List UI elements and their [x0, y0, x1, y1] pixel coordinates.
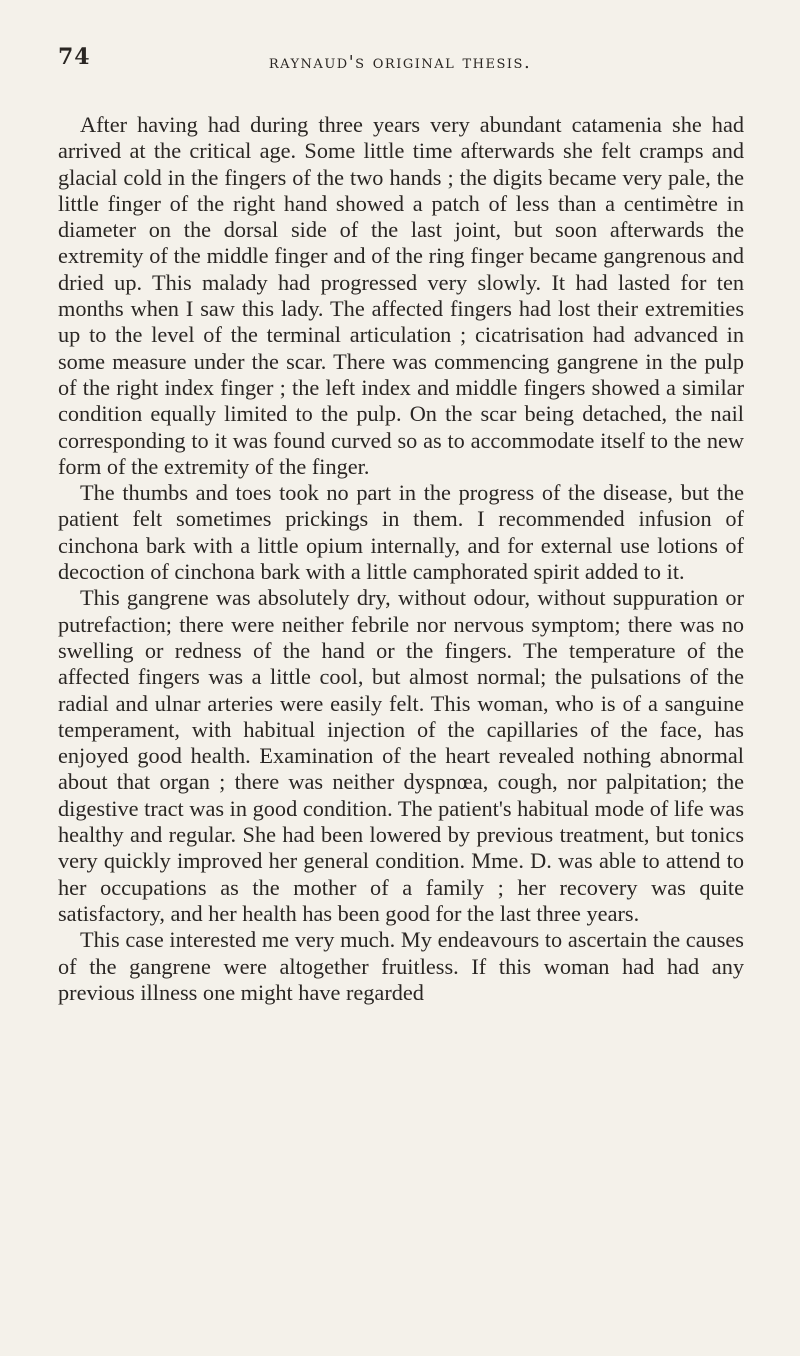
page-number: 74: [58, 44, 91, 70]
body-text: [58, 112, 744, 1006]
paragraph: The thumbs and toes took no part in the progress of the disease, but the patient felt sometimes prickings in them. I recommended infusion of cinchona bark with a little opium internally, and for external use lotions of decoction of cinchona bark with a little camphorated spirit added to it.: [58, 480, 744, 585]
paragraph: This gangrene was absolutely dry, without odour, without suppuration or putrefaction; there were neither febrile nor nervous symptom; there was no swelling or redness of the hand or the fingers. The temperature of the affected fingers was a little cool, but almost normal; the pulsations of the radial and ulnar arteries were easily felt. This woman, who is of a sanguine temperament, with habitual injection of the capillaries of the face, has enjoyed good health. Examination of the heart revealed nothing abnormal about that organ ; there was neither dyspnœa, cough, nor palpitation; the digestive tract was in good condition. The patient's habitual mode of life was healthy and regular. She had been lowered by previous treatment, but tonics very quickly improved her general condition. Mme. D. was able to attend to her occupations as the mother of a family ; her recovery was quite satisfactory, and her health has been good for the last three years.: [58, 585, 744, 926]
paragraph: After having had during three years very abundant catamenia she had arrived at the critical age. Some little time afterwards she felt cramps and glacial cold in the fingers of the two hands ; the digits became very pale, the little finger of the right hand showed a patch of less than a centimètre in diameter on the dorsal side of the last joint, but soon afterwards the extremity of the middle finger and of the ring finger became gangrenous and dried up. This malady had progressed very slowly. It had lasted for ten months when I saw this lady. The affected fingers had lost their extremities up to the level of the terminal articulation ; cicatrisation had advanced in some measure under the scar. There was commencing gangrene in the pulp of the right index finger ; the left index and middle fingers showed a similar condition equally limited to the pulp. On the scar being detached, the nail corresponding to it was found curved so as to accommodate itself to the new form of the extremity of the finger.: [58, 112, 744, 479]
running-head-title: raynaud's original thesis.: [268, 52, 532, 73]
paragraph: This case interested me very much. My endeavours to ascertain the causes of the gangrene were altogether fruitless. If this woman had had any previous illness one might have regarded: [58, 927, 744, 1005]
